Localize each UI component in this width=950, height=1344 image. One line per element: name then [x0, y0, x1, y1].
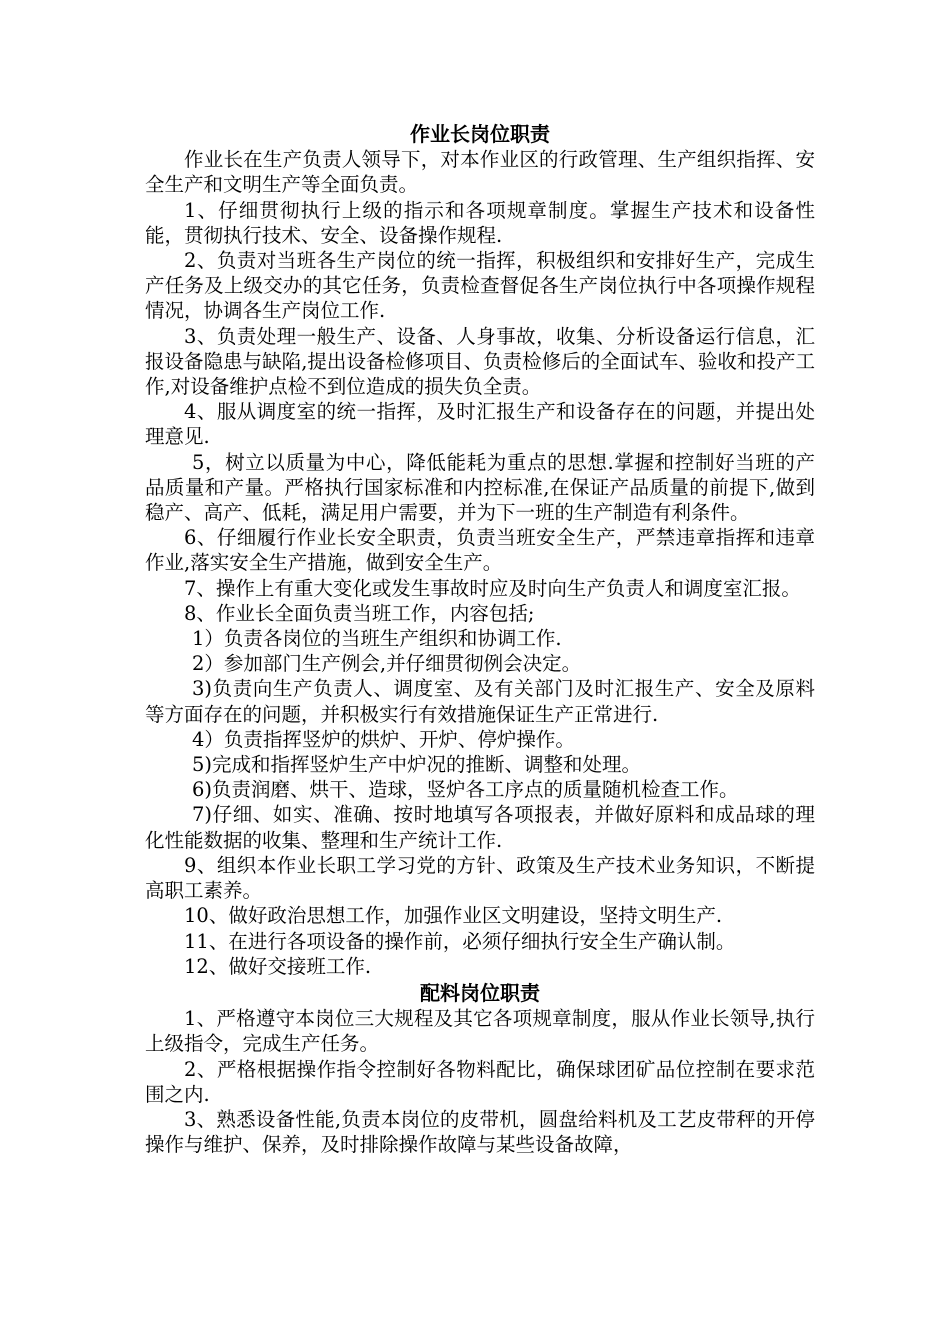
paragraph: 4、服从调度室的统一指挥，及时汇报生产和设备存在的问题，并提出处理意见. [145, 400, 815, 449]
paragraph: 9、组织本作业长职工学习党的方针、政策及生产技术业务知识，不断提高职工素养。 [145, 853, 815, 903]
paragraph: 7、操作上有重大变化或发生事故时应及时向生产负责人和调度室汇报。 [184, 576, 801, 600]
paragraph: 3、熟悉设备性能,负责本岗位的皮带机，圆盘给料机及工艺皮带秤的开停操作与维护、保养，及时排除操作故障与某些设备故障， [145, 1107, 815, 1157]
sub-item: 6)负责润磨、烘干、造球，竖炉各工序点的质量随机检查工作。 [192, 778, 739, 802]
paragraph: 10、做好政治思想工作，加强作业区文明建设，坚持文明生产. [184, 904, 723, 928]
paragraph: 3、负责处理一般生产、设备、人身事故，收集、分析设备运行信息，汇报设备隐患与缺陷,提出设备检修项目、负责检修后的全面试车、验收和投产工作,对设备维护点检不到位造成的损失负全责。 [145, 324, 815, 399]
sub-item: 3)负责向生产负责人、调度室、及有关部门及时汇报生产、安全及原料等方面存在的问题，并积极实行有效措施保证生产正常进行. [145, 677, 815, 726]
paragraph: 作业长在生产负责人领导下，对本作业区的行政管理、生产组织指挥、安全生产和文明生产等全面负责。 [145, 148, 815, 197]
sub-item: 2）参加部门生产例会,并仔细贯彻例会决定。 [192, 652, 582, 676]
paragraph: 11、在进行各项设备的操作前，必须仔细执行安全生产确认制。 [184, 929, 736, 953]
sub-item: 4）负责指挥竖炉的烘炉、开炉、停炉操作。 [192, 727, 575, 751]
paragraph: 5，树立以质量为中心，降低能耗为重点的思想.掌握和控制好当班的产品质量和产量。严格执行国家标准和内控标准,在保证产品质量的前提下,做到稳产、高产、低耗，满足用户需要，并为下一班的生产制造有利条件。 [145, 450, 815, 525]
sub-item: 5)完成和指挥竖炉生产中炉况的推断、调整和处理。 [192, 753, 642, 777]
section-title: 作业长岗位职责 [410, 122, 550, 146]
section-title: 配料岗位职责 [420, 980, 540, 1005]
paragraph: 2、严格根据操作指令控制好各物料配比，确保球团矿品位控制在要求范围之内. [145, 1057, 815, 1106]
paragraph: 12、做好交接班工作. [184, 954, 372, 978]
sub-item: 1）负责各岗位的当班生产组织和协调工作. [192, 627, 562, 651]
document-page [145, 120, 815, 1157]
paragraph: 1、严格遵守本岗位三大规程及其它各项规章制度，服从作业长领导,执行上级指令，完成生产任务。 [145, 1007, 815, 1056]
paragraph: 8、作业长全面负责当班工作，内容包括; [184, 601, 535, 625]
paragraph: 2、负责对当班各生产岗位的统一指挥，积极组织和安排好生产，完成生产任务及上级交办的其它任务，负责检查督促各生产岗位执行中各项操作规程情况，协调各生产岗位工作. [145, 249, 815, 323]
sub-item: 7)仔细、如实、准确、按时地填写各项报表，并做好原料和成品球的理化性能数据的收集、整理和生产统计工作. [145, 803, 815, 852]
paragraph: 1、仔细贯彻执行上级的指示和各项规章制度。掌握生产技术和设备性能，贯彻执行技术、安全、设备操作规程. [145, 198, 815, 247]
paragraph: 6、仔细履行作业长安全职责，负责当班安全生产，严禁违章指挥和违章作业,落实安全生产措施，做到安全生产。 [145, 526, 815, 575]
